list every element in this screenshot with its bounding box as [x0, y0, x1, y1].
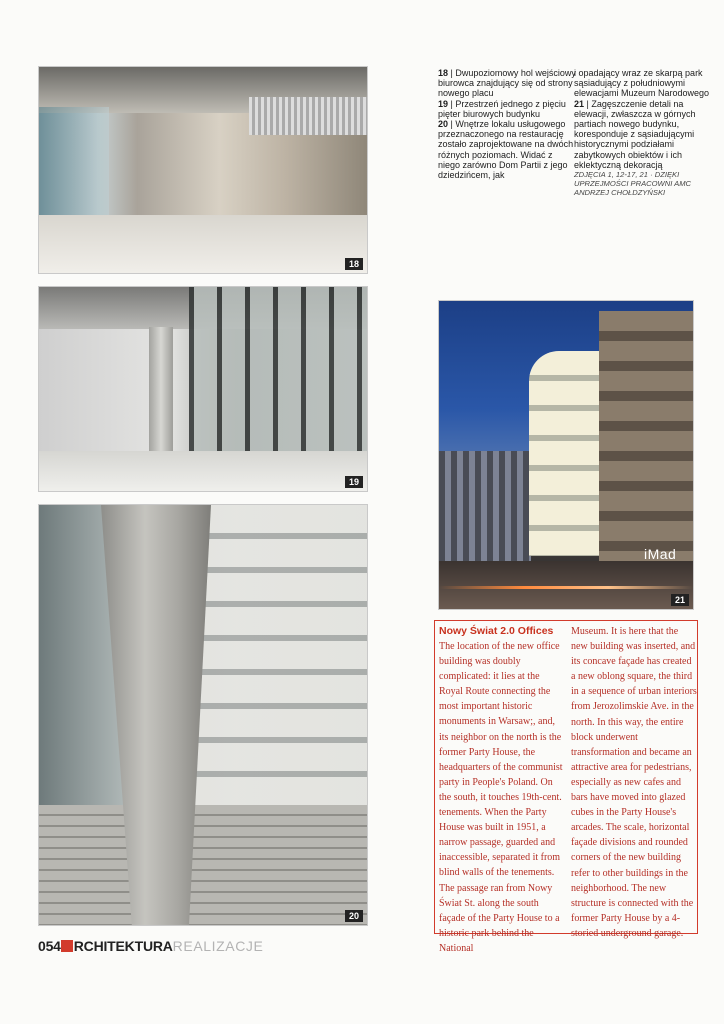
caption-21: 21 | Zagęszczenie detali na elewacji, zwłaszcza w górnych partiach nowego budynku, koresponduje z sąsiadującymi historycznymi podziałami zabytkowych obiektów i ich eklektyczną dekoracją — [574, 98, 696, 170]
photo-number: 18 — [345, 258, 363, 270]
article-text-2: Museum. It is here that the new building was inserted, and its concave façade has created a new oblong square, the third in a sequence of urban interiors from Jerozolimskie Ave. in the north. In this way, the entire block underwent transformation and became an attractive area for pedestrians, especially as new cafes and bars have moved into glazed cubes in the Party House's arcades. The scale, horizontal façade divisions and rounded corners of the new building refer to other buildings in the neighborhood. The new structure is connected with the former Party House by a 4-storied underground garage. — [571, 626, 697, 939]
photo-credits: ZDJĘCIA 1, 12-17, 21 · DZIĘKI UPRZEJMOŚCI PRACOWNI AMC ANDRZEJ CHOŁDZYŃSKI — [574, 170, 692, 198]
article-title: Nowy Świat 2.0 Offices — [439, 625, 554, 637]
page-footer — [38, 938, 263, 954]
photo-office-floor — [38, 286, 368, 492]
article-text-1: The location of the new office building was doubly complicated: it lies at the Royal Route connecting the most important historic monuments in Warsaw;, and, its neighbor on the north is the former Party House, the headquarters of the communist party in People's Poland. On the south, it touches 19th-cent. tenements. When the Party House was built in 1951, a narrow passage, guarded and inaccessible, separated it from blind walls of the tenements. The passage ran from Nowy Świat St. along the south façade of the Party House to a historic park behind the National — [439, 641, 563, 954]
caption-20-continued: i opadający wraz ze skarpą park sąsiadujący z południowymi elewacjami Muzeum Narodowego — [574, 68, 710, 99]
page-number: 054 — [38, 938, 61, 954]
photo-exterior-night — [438, 300, 694, 610]
caption-18: 18 | Dwupoziomowy hol wejściowy biurowca znajdujący się od strony nowego placu — [438, 68, 576, 99]
photo-number: 21 — [671, 594, 689, 606]
store-sign: iMad — [644, 546, 677, 562]
caption-19: 19 | Przestrzeń jednego z pięciu pięter biurowych budynku — [438, 98, 566, 119]
photo-restaurant-interior — [38, 504, 368, 926]
photo-entrance-hall — [38, 66, 368, 274]
photo-number: 19 — [345, 476, 363, 488]
captions-right-column — [574, 68, 712, 197]
caption-20: 20 | Wnętrze lokalu usługowego przeznaczonego na restaurację zostało zaprojektowane na dwóch różnych poziomach. Widać z niego zarówno Dom Partii z jego dziedzińcem, jak — [438, 119, 574, 181]
captions-left-column — [438, 68, 576, 180]
magazine-logo-icon — [61, 940, 73, 952]
article-column-2 — [571, 624, 697, 941]
article-column-1 — [439, 624, 565, 956]
section-name: REALIZACJE — [172, 938, 264, 954]
article-english-summary — [434, 620, 698, 954]
photo-number: 20 — [345, 910, 363, 922]
magazine-name: RCHITEKTURA — [73, 938, 173, 954]
